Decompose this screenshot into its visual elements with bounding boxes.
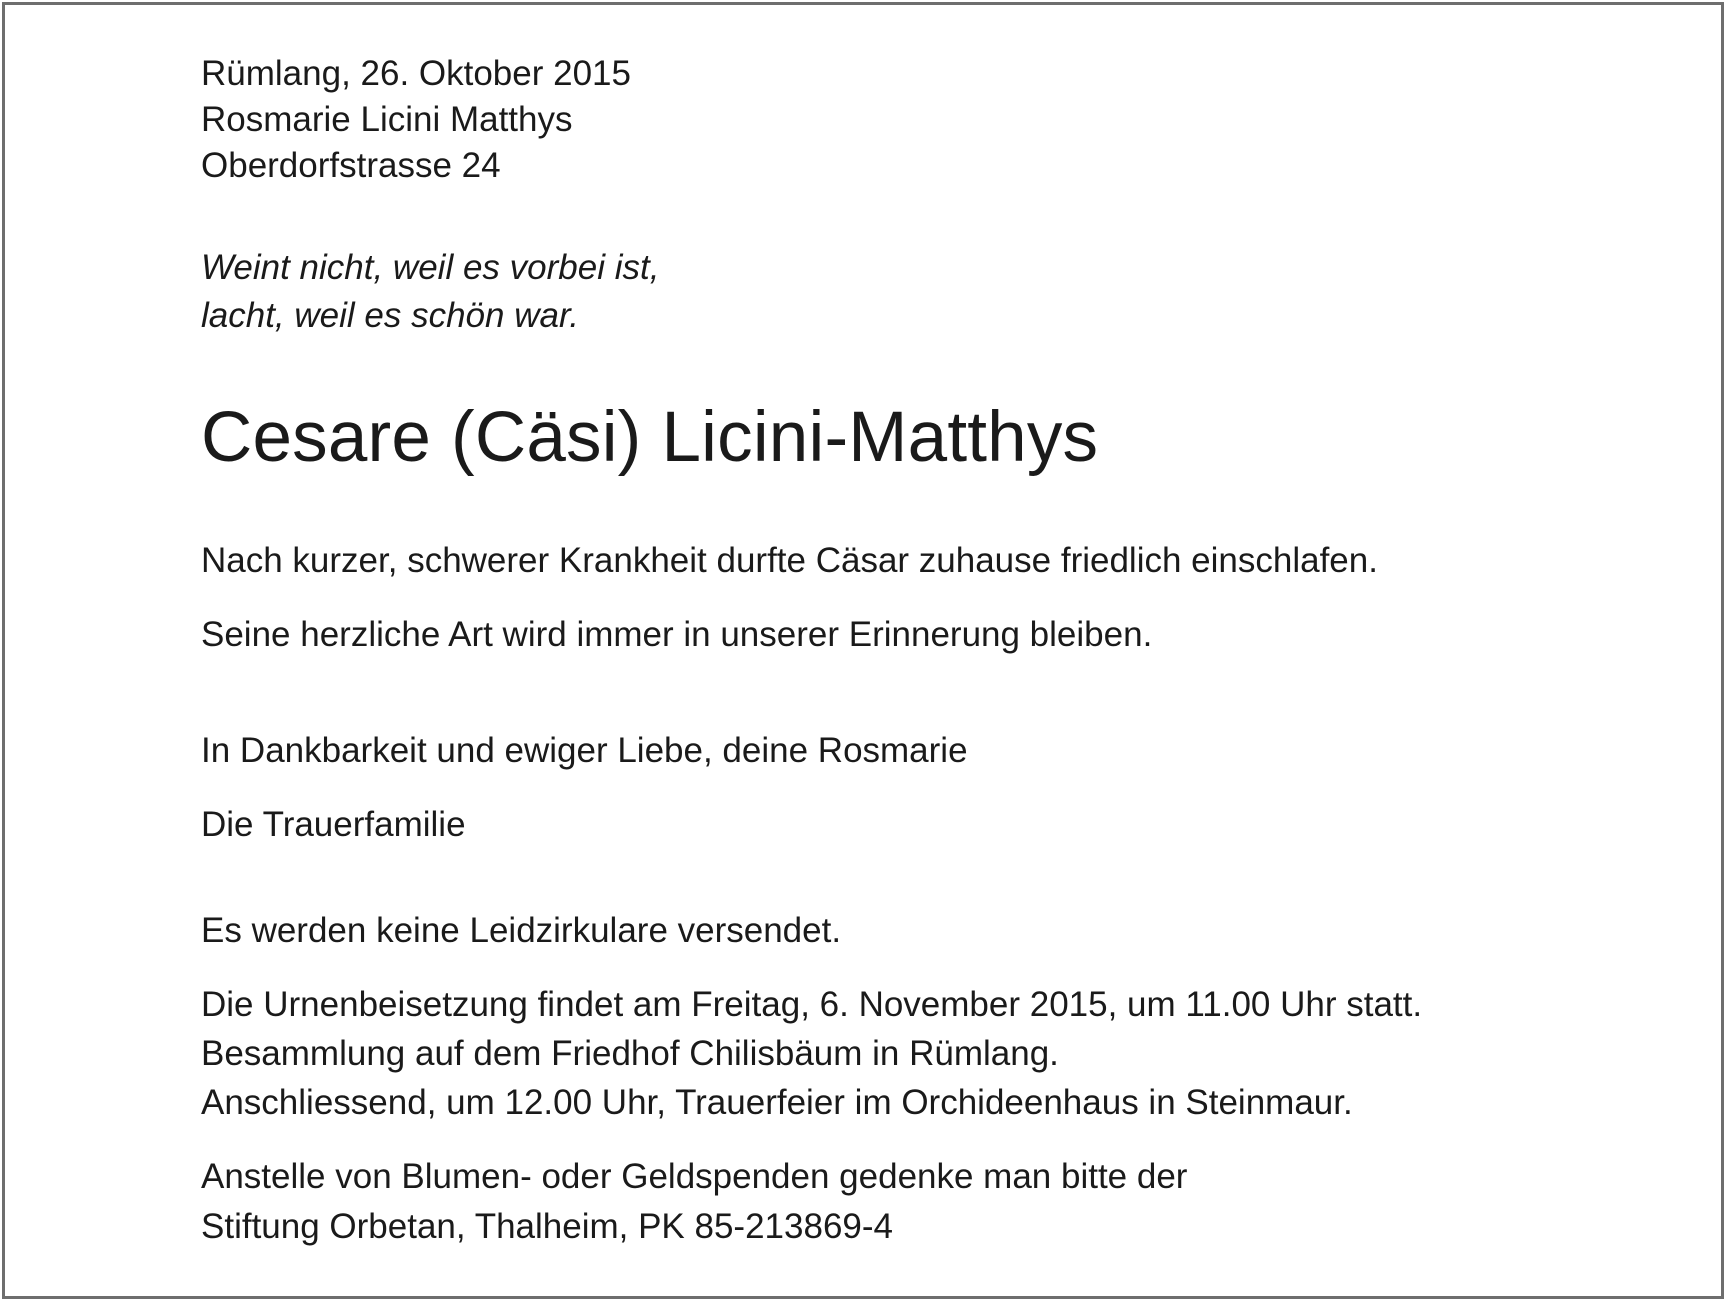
quote-line-1: Weint nicht, weil es vorbei ist, [201, 248, 660, 287]
no-circulars-note: Es werden keine Leidzirkulare versendet. [201, 911, 842, 950]
message-line-1: Nach kurzer, schwerer Krankheit durfte Cäsar zuhause friedlich einschlafen. [201, 541, 1378, 580]
mourners-line-1: In Dankbarkeit und ewiger Liebe, deine Rosmarie [201, 731, 968, 770]
ceremony-line-2: Besammlung auf dem Friedhof Chilisbäum in Rümlang. [201, 1034, 1059, 1073]
place-date: Rümlang, 26. Oktober 2015 [201, 54, 631, 93]
sender-address: Oberdorfstrasse 24 [201, 146, 501, 185]
mourners-line-2: Die Trauerfamilie [201, 805, 466, 844]
quote-line-2: lacht, weil es schön war. [201, 296, 580, 335]
sender-name: Rosmarie Licini Matthys [201, 100, 573, 139]
ceremony-line-1: Die Urnenbeisetzung findet am Freitag, 6. November 2015, um 11.00 Uhr statt. [201, 985, 1423, 1024]
message-line-2: Seine herzliche Art wird immer in unserer Erinnerung bleiben. [201, 615, 1153, 654]
donation-line-2: Stiftung Orbetan, Thalheim, PK 85-213869-4 [201, 1207, 894, 1246]
obituary-notice-frame [2, 2, 1724, 1299]
deceased-name: Cesare (Cäsi) Licini-Matthys [201, 398, 1099, 477]
donation-line-1: Anstelle von Blumen- oder Geldspenden gedenke man bitte der [201, 1157, 1188, 1196]
ceremony-line-3: Anschliessend, um 12.00 Uhr, Trauerfeier im Orchideenhaus in Steinmaur. [201, 1083, 1353, 1122]
